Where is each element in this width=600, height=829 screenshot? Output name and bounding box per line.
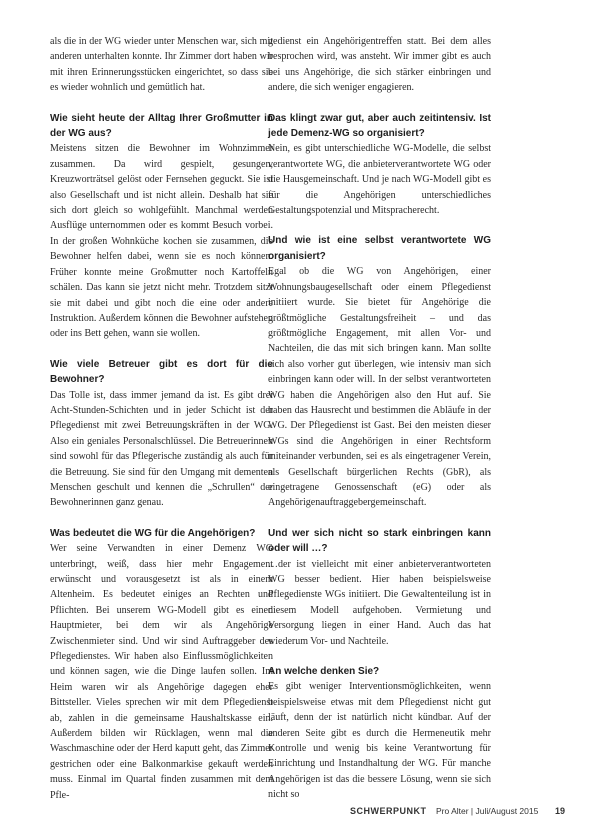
page-footer: [350, 806, 565, 816]
answer-paragraph: Es gibt weniger Interventionsmöglichkeiten, wenn beispielsweise etwas mit dem Pflegedienst nicht gut läuft, denn der ist natürlich nicht kündbar. Auf der anderen Seite gibt es durch die Hermeneutik mehr Kontrolle und wenig bis keine Verantwortung für Einrichtung und Instandhaltung der WG. Für manche Angehörigen ist das die bessere Lösung, wenn sie sich nicht so: [268, 681, 491, 801]
page-number: 19: [554, 806, 565, 816]
answer-paragraph: Egal ob die WG von Angehörigen, einer Wohnungsbaugesellschaft oder einem Pflegedienst initiiert wurde. Sie bietet für Angehörige die größtmögliche Gestaltungsfreiheit – und das größtmögliche Engagement, mit allen Vor- und Nachteilen, die das mit sich bringen kann. Man sollte sich also vorher gut überlegen, wie intensiv man sich einbringen kann oder will. In der selbst verantworteten WG haben die Angehörigen also den Hut auf. Sie haben das Hausrecht und bestimmen die Abläufe in der WG. Der Pflegedienst ist Gast. Bei den meisten dieser WGs sind die Angehörigen in einer Rechtsform miteinander verbunden, sei es als eingetragener Verein, als Gesellschaft bürgerlichen Rechts (GbR), als eingetragene Genossenschaft (eG) oder als Angehörigenauftraggebergemeinschaft.: [268, 266, 491, 509]
issue-label: Pro Alter | Juli/August 2015: [435, 806, 539, 816]
question-heading: Das klingt zwar gut, aber auch zeitintensiv. Ist jede Demenz-WG so organisiert?: [268, 112, 491, 140]
answer-paragraph: Nein, es gibt unterschiedliche WG-Modelle, die selbst verantwortete WG, die anbieterverantwortete WG oder die Hausgemeinschaft. Und je nach WG-Modell gibt es für die Angehörigen unterschiedliches Gestaltungspotenzial und Mitspracherecht.: [268, 143, 491, 217]
question-heading: Und wie ist eine selbst verantwortete WG organisiert?: [268, 235, 491, 262]
answer-paragraph: als die in der WG wieder unter Menschen war, sich mit anderen unterhalten konnte. Ihr Zimmer dort haben wir mit ihren Erinnerungsstücken eingerichtet, so dass sie es wieder wohnlich und gemütlich hat.: [50, 36, 273, 94]
left-column: [50, 34, 273, 803]
answer-paragraph: Meistens sitzen die Bewohner im Wohnzimmer zusammen. Da wird gespielt, gesungen, Kreuzworträtsel gelöst oder Fernsehen geguckt. Sie ist also Gesellschaft und ist nicht allein. Deshalb hat sie sich dort gleich so wohlgefühlt. Manchmal werden Ausflüge unternommen oder es kommt Besuch vorbei. In der großen Wohnküche kochen sie zusammen, die Bewohner helfen dabei, wenn sie es noch können. Früher konnte meine Großmutter noch Kartoffeln schälen. Das kann sie jetzt nicht mehr. Trotzdem sitzt sie mit dabei und gibt noch die eine oder andere Instruktion. Außerdem können die Bewohner aufstehen oder ins Bett gehen, wann sie wollen.: [50, 143, 273, 340]
answer-paragraph: Das Tolle ist, dass immer jemand da ist. Es gibt drei Acht-Stunden-Schichten und in jeder Schicht ist der Pflegedienst mit zwei Betreuungskräften in der WG. Also ein geniales Personalschlüssel. Die Betreuerinnen sind sowohl für das Pflegerische zuständig als auch für die Betreuung. Sie sind für den Umgang mit dementen Menschen geschult und kennen die „Schrullen“ der Bewohnerinnen ganz genau.: [50, 389, 273, 509]
answer-paragraph: …der ist vielleicht mit einer anbieterverantworteten WG besser bedient. Hier haben beispielsweise Pflegedienste WGs initiiert. Die Gewaltenteilung ist in diesem Modell aufgehoben. Vermietung und Versorgung liegen in einer Hand. Auch das hat wiederum Vor- und Nachteile.: [268, 558, 491, 647]
question-heading: Was bedeutet die WG für die Angehörigen?: [50, 527, 256, 539]
question-heading: Und wer sich nicht so stark einbringen kann oder will …?: [268, 527, 491, 555]
section-label: SCHWERPUNKT: [350, 806, 427, 816]
right-column: [268, 34, 491, 803]
answer-paragraph: Wer seine Verwandten in einer Demenz WG unterbringt, weiß, dass hier mehr Engagement erwünscht und vorausgesetzt ist als in einem Altenheim. Es bedeutet einiges an Rechten und Pflichten. Bei unserem WG-Modell gibt es einen Hauptmieter, bei dem wir als Angehörige Zwischenmieter sind. Und wir sind Auftraggeber des Pflegedienstes. Wir haben also Einflussmöglichkeiten und können sagen, wie die Dinge laufen sollen. Im Heim waren wir als Angehörige dagegen eher Bittsteller. Vieles sprechen wir mit dem Pflegedienst ab, zahlen in die gemeinsame Haushaltskasse ein. Außerdem bilden wir Rücklagen, wenn mal die Waschmaschine oder der Herd kaputt geht, das Zimmer gestrichen oder eine Balkonmarkise gekauft werden muss. Einmal im Quartal finden zusammen mit dem Pfle-: [50, 543, 273, 801]
question-heading: Wie sieht heute der Alltag Ihrer Großmutter in der WG aus?: [50, 112, 273, 140]
question-heading: An welche denken Sie?: [268, 666, 380, 678]
answer-paragraph: gedienst ein Angehörigentreffen statt. Bei dem alles besprochen wird, was ansteht. Wir immer gibt es auch bei uns Angehörige, die sich stärker einbringen und andere, die sich weniger engagieren.: [268, 36, 491, 94]
question-heading: Wie viele Betreuer gibt es dort für die Bewohner?: [50, 358, 273, 386]
